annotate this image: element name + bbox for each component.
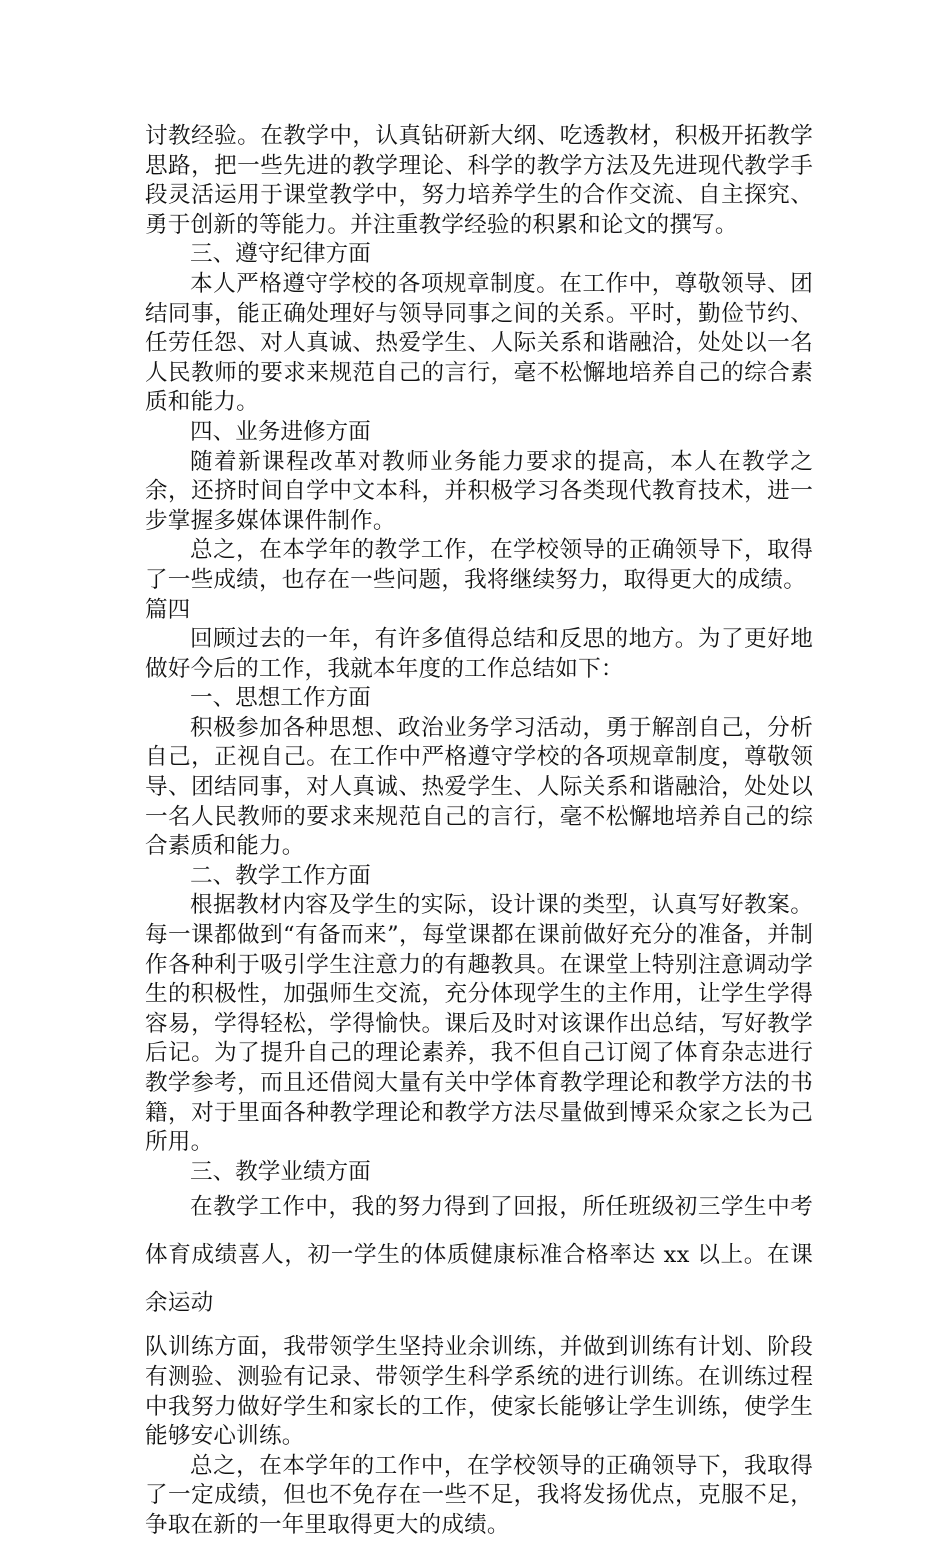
- section-heading: 三、遵守纪律方面: [190, 241, 371, 268]
- paragraph: 本人严格遵守学校的各项规章制度。在工作中，尊敬领导、团结同事，能正确处理好与领导同事之间的关系。平时，勤俭节约、任劳任怨、对人真诚、热爱学生、人际关系和谐融洽，处处以一名人民教师的要求来规范自己的言行，毫不松懈地培养自己的综合素质和能力。: [145, 270, 813, 416]
- paragraph: 总之，在本学年的教学工作，在学校领导的正确领导下，取得了一些成绩，也存在一些问题，我将继续努力，取得更大的成绩。: [145, 537, 813, 593]
- paragraph: 随着新课程改革对教师业务能力要求的提高，本人在教学之余，还挤时间自学中文本科，并积极学习各类现代教育技术，进一步掌握多媒体课件制作。: [145, 448, 813, 534]
- section-heading: 三、教学业绩方面: [190, 1158, 371, 1185]
- section-heading: 四、业务进修方面: [190, 418, 371, 445]
- paragraph: 积极参加各种思想、政治业务学习活动，勇于解剖自己，分析自己，正视自己。在工作中严格遵守学校的各项规章制度，尊敬领导、团结同事，对人真诚、热爱学生、人际关系和谐融洽，处处以一名人民教师的要求来规范自己的言行，毫不松懈地培养自己的综合素质和能力。: [145, 714, 813, 860]
- paragraph: 根据教材内容及学生的实际，设计课的类型，认真写好教案。每一课都做到“有备而来”，每堂课都在课前做好充分的准备，并制作各种利于吸引学生注意力的有趣教具。在课堂上特别注意调动学生的积极性，加强师生交流，充分体现学生的主作用，让学生学得容易，学得轻松，学得愉快。课后及时对该课作出总结，写好教学后记。为了提升自己的理论素养，我不但自己订阅了体育杂志进行教学参考，而且还借阅大量有关中学体育教学理论和教学方法的书籍，对于里面各种教学理论和教学方法尽量做到博采众家之长为己所用。: [145, 892, 813, 1156]
- part-title: 篇四: [145, 596, 191, 623]
- paragraph: 队训练方面，我带领学生坚持业余训练，并做到训练有计划、阶段有测验、测验有记录、带领学生科学系统的进行训练。在训练过程中我努力做好学生和家长的工作，使家长能够让学生训练，使学生能够安心训练。: [145, 1334, 813, 1450]
- paragraph: 总之，在本学年的工作中，在学校领导的正确领导下，我取得了一定成绩，但也不免存在一些不足，我将发扬优点，克服不足，争取在新的一年里取得更大的成绩。: [145, 1452, 813, 1538]
- section-heading: 二、教学工作方面: [190, 862, 371, 889]
- paragraph: 在教学工作中，我的努力得到了回报，所任班级初三学生中考体育成绩喜人，初一学生的体质健康标准合格率达 xx 以上。在课余运动: [145, 1194, 813, 1317]
- paragraph: 讨教经验。在教学中，认真钻研新大纲、吃透教材，积极开拓教学思路，把一些先进的教学理论、科学的教学方法及先进现代教学手段灵活运用于课堂教学中，努力培养学生的合作交流、自主探究、勇于创新的等能力。并注重教学经验的积累和论文的撰写。: [145, 123, 813, 238]
- section-heading: 一、思想工作方面: [190, 685, 371, 712]
- document-page: [145, 122, 813, 1541]
- paragraph: 回顾过去的一年，有许多值得总结和反思的地方。为了更好地做好今后的工作，我就本年度的工作总结如下：: [145, 626, 813, 682]
